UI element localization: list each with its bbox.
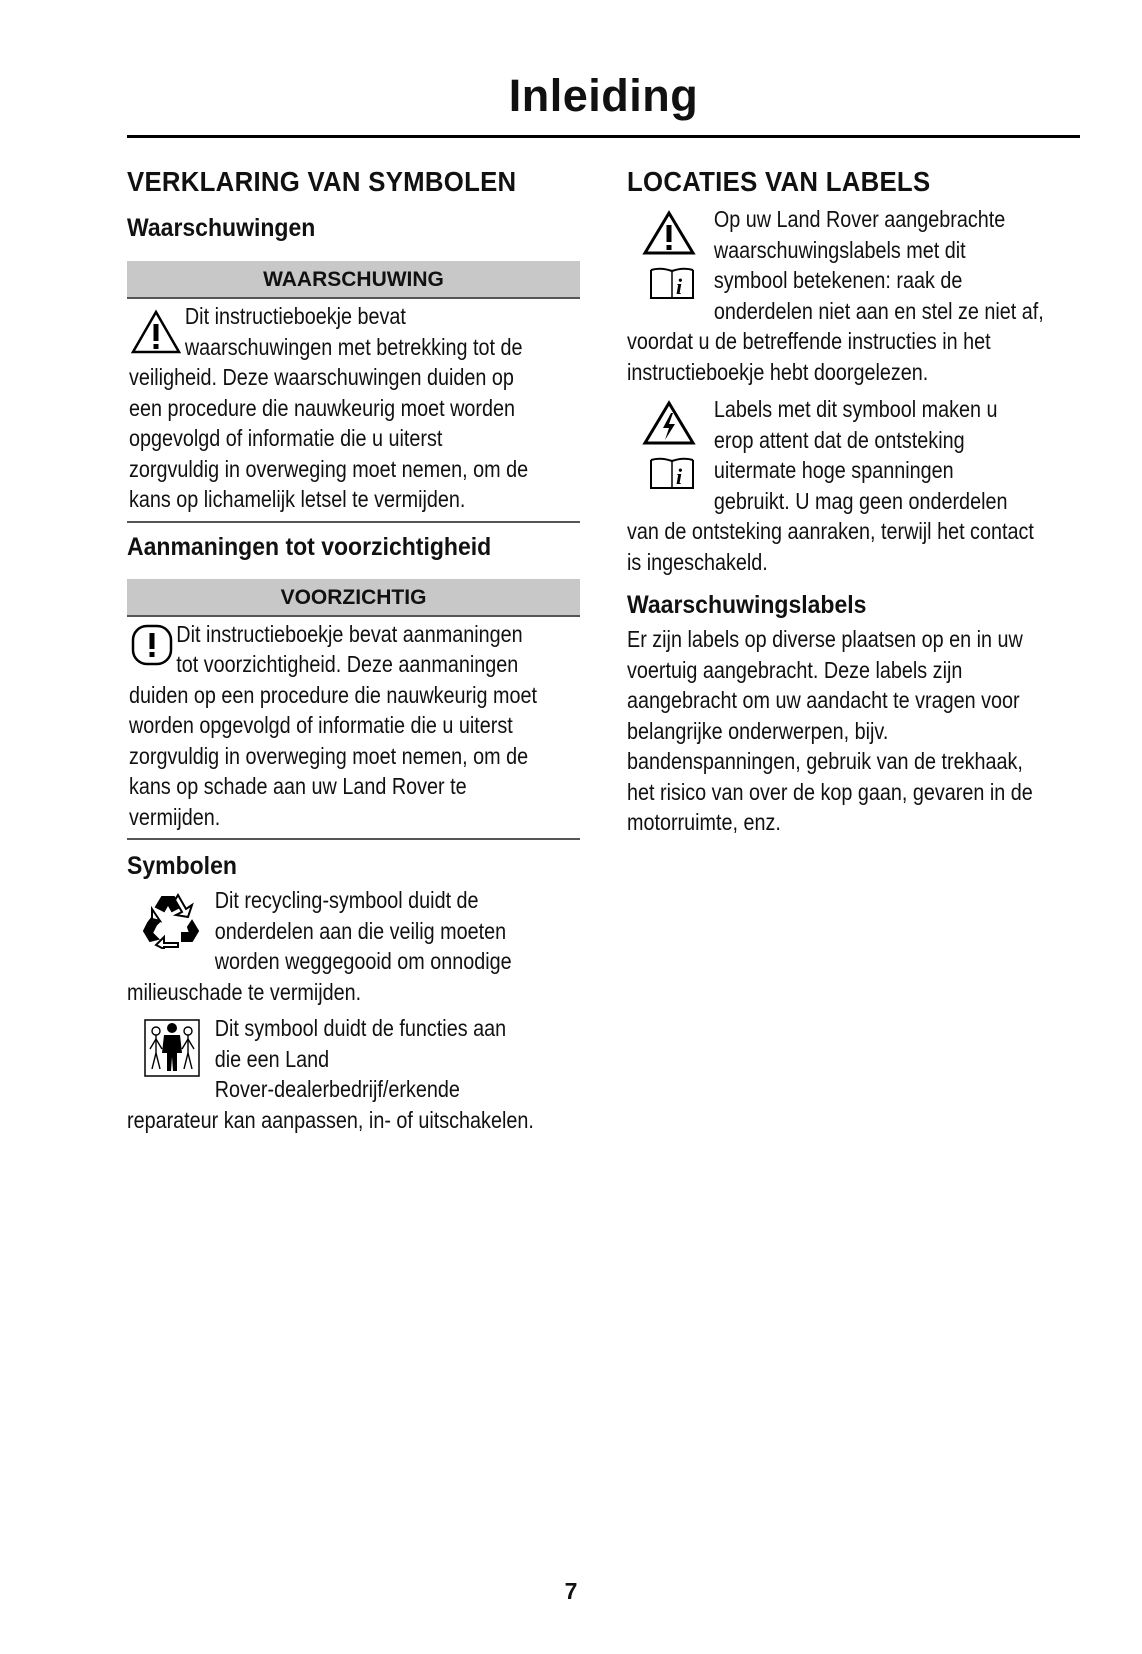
label-voltage-block (627, 394, 1080, 577)
page-title: Inleiding (508, 70, 699, 121)
title-rule (127, 135, 1080, 138)
label-text-line: onderdelen niet aan en stel ze niet af, (713, 297, 1044, 324)
warning-text-line: opgevolgd of informatie die u uiterst (129, 425, 443, 451)
caution-text-line: duiden op een procedure die nauwkeurig moet (129, 681, 537, 708)
warning-labels-line: aangebracht om uw aandacht te vragen voor (627, 687, 1020, 713)
recycling-text-line: onderdelen aan die veilig moeten (214, 917, 507, 944)
subheading-warning-labels: Waarschuwingslabels (627, 591, 867, 619)
caution-text-line: Dit instructieboekje bevat aanmaningen (176, 620, 523, 647)
caution-box-title: VOORZICHTIG (127, 579, 580, 617)
warning-labels-text (627, 624, 1080, 838)
caution-box-body (127, 617, 580, 841)
caution-text-line: zorgvuldig in overweging moet nemen, om de (129, 742, 529, 769)
warning-labels-line: bandenspanningen, gebruik van de trekhaak, (627, 748, 1023, 774)
label-text-line: instructieboekje hebt doorgelezen. (627, 358, 929, 385)
dealer-text-line: Rover-dealerbedrijf/erkende (214, 1076, 460, 1102)
recycling-text-line: milieuschade te vermijden. (127, 978, 362, 1005)
subheading-symbols: Symbolen (127, 852, 237, 880)
caution-text-line: kans op schade aan uw Land Rover te (129, 773, 467, 799)
warning-box (127, 261, 580, 523)
voltage-text-line: van de ontsteking aanraken, terwijl het contact (627, 518, 1034, 544)
dealer-text-line: Dit symbool duidt de functies aan (214, 1015, 507, 1041)
page-number: 7 (564, 1578, 578, 1604)
warning-box-title: WAARSCHUWING (127, 261, 580, 299)
svg-text:i: i (676, 274, 683, 299)
warning-text-line: waarschuwingen met betrekking tot de (184, 333, 523, 360)
section-heading-labels: LOCATIES VAN LABELS (627, 166, 931, 197)
voltage-text-line: Labels met dit symbool maken u (713, 396, 998, 422)
warning-labels-line: belangrijke onderwerpen, bijv. (627, 717, 889, 744)
caution-text-line: worden opgevolgd of informatie die u uiterst (129, 712, 513, 738)
dealer-text-line: reparateur kan aanpassen, in- of uitschakelen. (127, 1106, 534, 1133)
voltage-text-line: uitermate hoge spanningen (713, 457, 954, 483)
voltage-text-line: gebruikt. U mag geen onderdelen (713, 487, 1008, 514)
warning-text-line: veiligheid. Deze waarschuwingen duiden op (129, 364, 514, 390)
recycling-block (127, 885, 580, 1007)
subheading-cautions: Aanmaningen tot voorzichtigheid (127, 532, 492, 561)
label-text-line: voordat u de betreffende instructies in het (627, 328, 991, 354)
recycling-text-line: worden weggegooid om onnodige (214, 948, 512, 974)
left-column (127, 166, 580, 1135)
voltage-text-line: erop attent dat de ontsteking (713, 426, 965, 453)
section-heading-symbols: VERKLARING VAN SYMBOLEN (127, 166, 517, 197)
caution-box (127, 579, 580, 841)
caution-text-line: vermijden. (129, 803, 221, 830)
warning-box-body (127, 299, 580, 523)
caution-text-line: tot voorzichtigheid. Deze aanmaningen (176, 651, 519, 677)
warning-labels-line: voertuig aangebracht. Deze labels zijn (627, 656, 963, 683)
label-text-line: symbool betekenen: raak de (713, 267, 963, 293)
dealer-text-line: die een Land (214, 1045, 330, 1072)
warning-text-line: kans op lichamelijk letsel te vermijden. (129, 486, 466, 512)
warning-text-line: een procedure die nauwkeurig moet worden (129, 394, 515, 421)
svg-text:i: i (676, 464, 683, 489)
warning-labels-line: het risico van over de kop gaan, gevaren in de (627, 778, 1033, 805)
label-text-line: waarschuwingslabels met dit (713, 236, 966, 263)
warning-text-line: Dit instructieboekje bevat (184, 303, 406, 329)
dealer-block (127, 1013, 580, 1135)
warning-text-line: zorgvuldig in overweging moet nemen, om de (129, 455, 529, 482)
recycling-text-line: Dit recycling-symbool duidt de (214, 887, 479, 913)
label-text-line: Op uw Land Rover aangebrachte (713, 206, 1006, 232)
warning-labels-line: Er zijn labels op diverse plaatsen op en in uw (627, 626, 1023, 652)
subheading-warnings: Waarschuwingen (127, 214, 316, 242)
right-column (627, 166, 1080, 838)
voltage-text-line: is ingeschakeld. (627, 548, 768, 575)
label-warning-block (627, 204, 1080, 387)
warning-labels-line: motorruimte, enz. (627, 809, 781, 835)
